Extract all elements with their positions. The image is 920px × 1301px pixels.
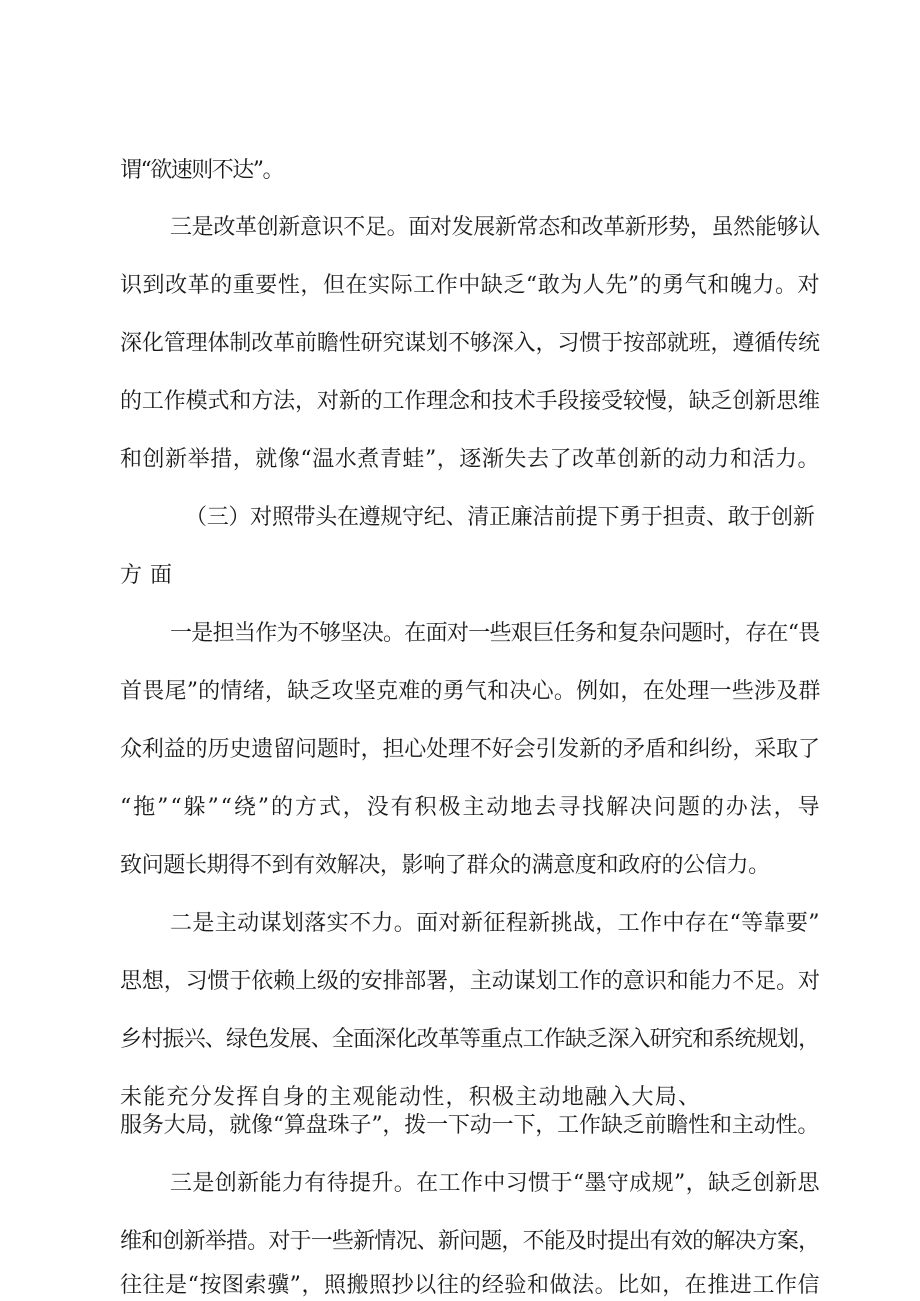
text-line: 的工作模式和方法，对新的工作理念和技术手段接受较慢，缺乏创新思维 [120,389,820,414]
text-line: “拖”“躲”“绕”的方式，没有积极主动地去寻找解决问题的办法，导 [120,795,822,820]
paragraph-first-line: 三是创新能力有待提升。在工作中习惯于“墨守成规”，缺乏创新思 [170,1171,820,1196]
text-line: 服务大局，就像“算盘珠子”，拨一下动一下，工作缺乏前瞻性和主动性。 [120,1113,820,1138]
text-line: 深化管理体制改革前瞻性研究谋划不够深入，习惯于按部就班，遵循传统 [120,331,820,356]
text-line: 识到改革的重要性，但在实际工作中缺乏“敢为人先”的勇气和魄力。对 [120,273,821,298]
paragraph-first-line: 一是担当作为不够坚决。在面对一些艰巨任务和复杂问题时，存在“畏 [170,621,820,646]
paragraph-first-line: 二是主动谋划落实不力。面对新征程新挑战，工作中存在“等靠要” [170,911,820,936]
text-line: 未能充分发挥自身的主观能动性，积极主动地融入大局、 [120,1085,702,1110]
text-line: 和创新举措，就像“温水煮青蛙”，逐渐失去了改革创新的动力和活力。 [120,447,821,472]
text-line: 众利益的历史遗留问题时，担心处理不好会引发新的矛盾和纠纷，采取了 [120,737,820,762]
text-line: 致问题长期得不到有效解决，影响了群众的满意度和政府的公信力。 [120,853,770,878]
text-line: 首畏尾”的情绪，缺乏攻坚克难的勇气和决心。例如，在处理一些涉及群 [120,679,821,704]
section-heading: 方面 [120,563,181,588]
text-line: 思想，习惯于依赖上级的安排部署，主动谋划工作的意识和能力不足。对 [120,969,820,994]
text-line: 维和创新举措。对于一些新情况、新问题，不能及时提出有效的解决方案， [120,1229,820,1254]
text-line: 谓“欲速则不达”。 [120,158,283,183]
text-line: 乡村振兴、绿色发展、全面深化改革等重点工作缺乏深入研究和系统规划， [120,1027,820,1052]
paragraph-first-line: 三是改革创新意识不足。面对发展新常态和改革新形势，虽然能够认 [170,215,820,240]
text-line: 往往是“按图索骥”，照搬照抄以往的经验和做法。比如，在推进工作信 [120,1273,821,1298]
section-heading: （三）对照带头在遵规守纪、清正廉洁前提下勇于担责、敢于创新 [185,505,815,530]
